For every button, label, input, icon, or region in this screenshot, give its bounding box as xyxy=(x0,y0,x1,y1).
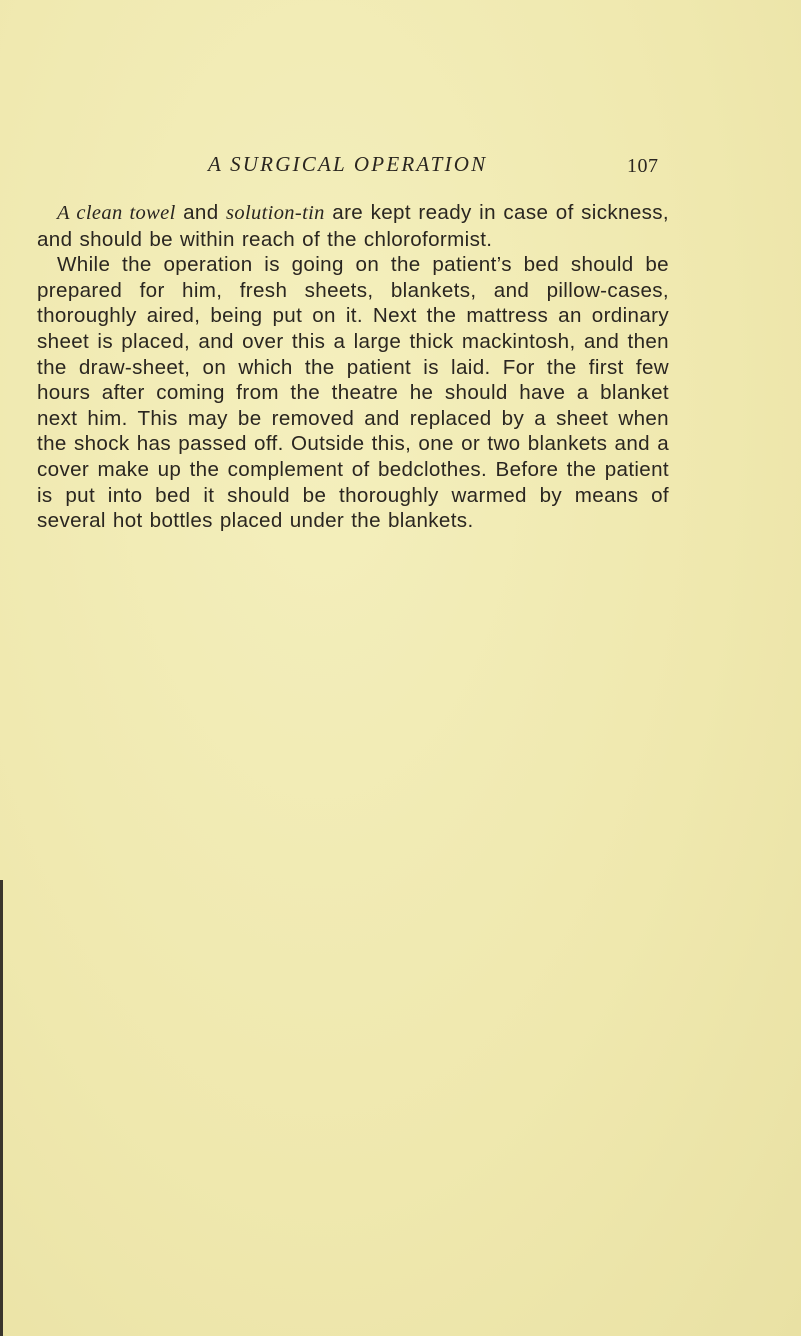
italic-term-solution-tin: solution-tin xyxy=(226,202,325,224)
body-text xyxy=(37,200,669,534)
paragraph-1 xyxy=(37,200,669,252)
italic-term-clean-towel: A clean towel xyxy=(57,202,176,224)
page-number: 107 xyxy=(627,155,659,177)
running-head-title: A SURGICAL OPERATION xyxy=(208,152,488,176)
paragraph-1-rest: are kept ready in case of sickness, and should be within reach of the chloroformist. xyxy=(37,201,669,251)
page-edge-shadow xyxy=(0,880,3,1336)
connector-text: and xyxy=(175,201,227,224)
paragraph-2: While the operation is going on the patient’s bed should be prepared for him, fresh sheets, blankets, and pillow-cases, thoroughly aired, being put on it. Next the mattress an ordinary sheet is placed, and over this a large thick mackintosh, and then the draw-sheet, on which the patient is laid. For the first few hours after coming from the theatre he should have a blanket next him. This may be removed and replaced by a sheet when the shock has passed off. Outside this, one or two blankets and a cover make up the complement of bedclothes. Before the patient is put into bed it should be thoroughly warmed by means of several hot bottles placed under the blankets. xyxy=(37,253,669,533)
